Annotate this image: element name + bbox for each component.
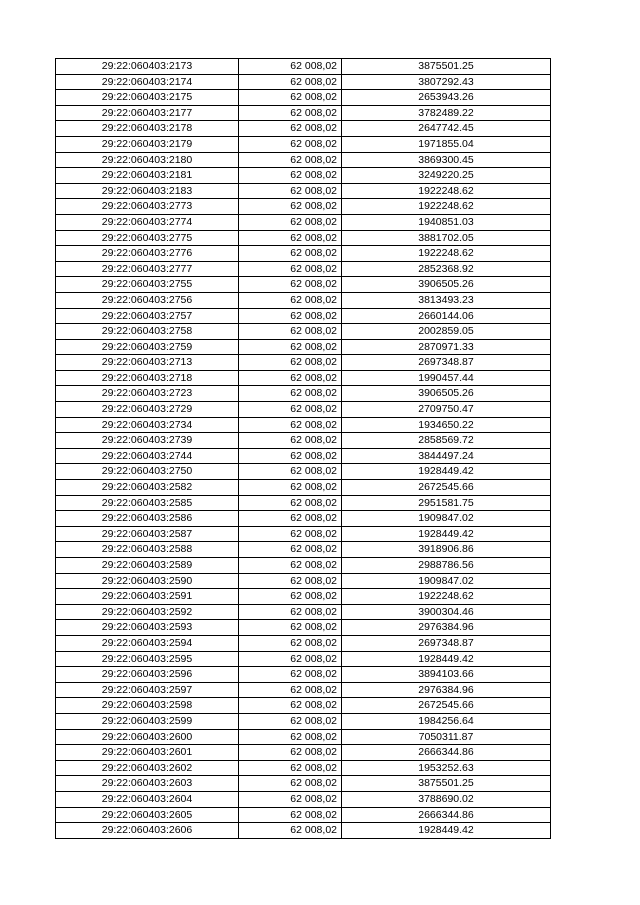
table-row <box>56 760 551 776</box>
table-row <box>56 261 551 277</box>
cadastral-number-cell: 29:22:060403:2744 <box>56 448 239 464</box>
table-row <box>56 168 551 184</box>
area-cell: 62 008,02 <box>239 620 342 636</box>
area-cell: 62 008,02 <box>239 90 342 106</box>
cadastral-value-cell: 1934650.22 <box>342 417 551 433</box>
table-row <box>56 59 551 75</box>
area-cell: 62 008,02 <box>239 698 342 714</box>
cadastral-value-cell: 3788690.02 <box>342 791 551 807</box>
cadastral-number-cell: 29:22:060403:2596 <box>56 667 239 683</box>
cadastral-number-cell: 29:22:060403:2739 <box>56 433 239 449</box>
area-cell: 62 008,02 <box>239 480 342 496</box>
area-cell: 62 008,02 <box>239 511 342 527</box>
area-cell: 62 008,02 <box>239 604 342 620</box>
cadastral-value-cell: 1928449.42 <box>342 651 551 667</box>
table-row <box>56 713 551 729</box>
cadastral-number-cell: 29:22:060403:2180 <box>56 152 239 168</box>
area-cell: 62 008,02 <box>239 168 342 184</box>
area-cell: 62 008,02 <box>239 308 342 324</box>
area-cell: 62 008,02 <box>239 370 342 386</box>
cadastral-number-cell: 29:22:060403:2175 <box>56 90 239 106</box>
cadastral-number-cell: 29:22:060403:2589 <box>56 558 239 574</box>
table-row <box>56 635 551 651</box>
table-row <box>56 152 551 168</box>
table-row <box>56 464 551 480</box>
area-cell: 62 008,02 <box>239 791 342 807</box>
cadastral-value-cell: 7050311.87 <box>342 729 551 745</box>
table-row <box>56 199 551 215</box>
cadastral-value-cell: 1953252.63 <box>342 760 551 776</box>
area-cell: 62 008,02 <box>239 355 342 371</box>
area-cell: 62 008,02 <box>239 433 342 449</box>
cadastral-value-cell: 3875501.25 <box>342 776 551 792</box>
cadastral-value-cell: 2976384.96 <box>342 620 551 636</box>
area-cell: 62 008,02 <box>239 823 342 839</box>
cadastral-value-cell: 3249220.25 <box>342 168 551 184</box>
cadastral-value-cell: 3906505.26 <box>342 386 551 402</box>
cadastral-number-cell: 29:22:060403:2758 <box>56 324 239 340</box>
cadastral-number-cell: 29:22:060403:2586 <box>56 511 239 527</box>
table-row <box>56 433 551 449</box>
area-cell: 62 008,02 <box>239 526 342 542</box>
area-cell: 62 008,02 <box>239 136 342 152</box>
cadastral-value-cell: 2697348.87 <box>342 635 551 651</box>
area-cell: 62 008,02 <box>239 59 342 75</box>
cadastral-number-cell: 29:22:060403:2181 <box>56 168 239 184</box>
cadastral-number-cell: 29:22:060403:2602 <box>56 760 239 776</box>
table-row <box>56 682 551 698</box>
area-cell: 62 008,02 <box>239 121 342 137</box>
cadastral-number-cell: 29:22:060403:2750 <box>56 464 239 480</box>
cadastral-value-cell: 1928449.42 <box>342 464 551 480</box>
table-row <box>56 324 551 340</box>
cadastral-value-table <box>55 58 551 839</box>
cadastral-number-cell: 29:22:060403:2591 <box>56 589 239 605</box>
table-row <box>56 698 551 714</box>
table-row <box>56 121 551 137</box>
cadastral-number-cell: 29:22:060403:2173 <box>56 59 239 75</box>
area-cell: 62 008,02 <box>239 729 342 745</box>
area-cell: 62 008,02 <box>239 651 342 667</box>
cadastral-number-cell: 29:22:060403:2183 <box>56 183 239 199</box>
area-cell: 62 008,02 <box>239 589 342 605</box>
cadastral-value-cell: 3807292.43 <box>342 74 551 90</box>
cadastral-value-cell: 2709750.47 <box>342 402 551 418</box>
table-row <box>56 402 551 418</box>
cadastral-value-cell: 2697348.87 <box>342 355 551 371</box>
cadastral-number-cell: 29:22:060403:2177 <box>56 105 239 121</box>
table-row <box>56 558 551 574</box>
cadastral-number-cell: 29:22:060403:2777 <box>56 261 239 277</box>
cadastral-number-cell: 29:22:060403:2598 <box>56 698 239 714</box>
area-cell: 62 008,02 <box>239 682 342 698</box>
cadastral-value-cell: 2647742.45 <box>342 121 551 137</box>
table-row <box>56 511 551 527</box>
cadastral-number-cell: 29:22:060403:2729 <box>56 402 239 418</box>
cadastral-number-cell: 29:22:060403:2587 <box>56 526 239 542</box>
area-cell: 62 008,02 <box>239 199 342 215</box>
table-row <box>56 105 551 121</box>
area-cell: 62 008,02 <box>239 74 342 90</box>
area-cell: 62 008,02 <box>239 246 342 262</box>
cadastral-value-cell: 2870971.33 <box>342 339 551 355</box>
cadastral-number-cell: 29:22:060403:2713 <box>56 355 239 371</box>
area-cell: 62 008,02 <box>239 807 342 823</box>
cadastral-value-cell: 1922248.62 <box>342 246 551 262</box>
area-cell: 62 008,02 <box>239 542 342 558</box>
area-cell: 62 008,02 <box>239 402 342 418</box>
cadastral-value-cell: 1984256.64 <box>342 713 551 729</box>
cadastral-value-cell: 1922248.62 <box>342 199 551 215</box>
table-row <box>56 776 551 792</box>
table-row <box>56 745 551 761</box>
area-cell: 62 008,02 <box>239 230 342 246</box>
area-cell: 62 008,02 <box>239 152 342 168</box>
cadastral-number-cell: 29:22:060403:2585 <box>56 495 239 511</box>
cadastral-value-cell: 2858569.72 <box>342 433 551 449</box>
table-row <box>56 807 551 823</box>
cadastral-number-cell: 29:22:060403:2595 <box>56 651 239 667</box>
cadastral-value-cell: 2660144.06 <box>342 308 551 324</box>
table-row <box>56 604 551 620</box>
cadastral-value-cell: 2653943.26 <box>342 90 551 106</box>
table-row <box>56 480 551 496</box>
table-row <box>56 667 551 683</box>
cadastral-number-cell: 29:22:060403:2603 <box>56 776 239 792</box>
area-cell: 62 008,02 <box>239 339 342 355</box>
table-row <box>56 589 551 605</box>
table-row <box>56 526 551 542</box>
area-cell: 62 008,02 <box>239 417 342 433</box>
cadastral-number-cell: 29:22:060403:2755 <box>56 277 239 293</box>
cadastral-value-cell: 2666344.86 <box>342 807 551 823</box>
cadastral-value-cell: 3900304.46 <box>342 604 551 620</box>
cadastral-number-cell: 29:22:060403:2734 <box>56 417 239 433</box>
cadastral-value-cell: 3881702.05 <box>342 230 551 246</box>
table-row <box>56 823 551 839</box>
cadastral-number-cell: 29:22:060403:2593 <box>56 620 239 636</box>
cadastral-value-cell: 2852368.92 <box>342 261 551 277</box>
cadastral-number-cell: 29:22:060403:2756 <box>56 292 239 308</box>
area-cell: 62 008,02 <box>239 105 342 121</box>
cadastral-number-cell: 29:22:060403:2605 <box>56 807 239 823</box>
cadastral-number-cell: 29:22:060403:2178 <box>56 121 239 137</box>
table-row <box>56 214 551 230</box>
area-cell: 62 008,02 <box>239 495 342 511</box>
cadastral-table-page <box>55 58 550 839</box>
area-cell: 62 008,02 <box>239 261 342 277</box>
cadastral-number-cell: 29:22:060403:2179 <box>56 136 239 152</box>
table-row <box>56 448 551 464</box>
table-row <box>56 386 551 402</box>
cadastral-value-cell: 2976384.96 <box>342 682 551 698</box>
cadastral-number-cell: 29:22:060403:2597 <box>56 682 239 698</box>
cadastral-value-cell: 1922248.62 <box>342 589 551 605</box>
table-row <box>56 791 551 807</box>
cadastral-value-cell: 1928449.42 <box>342 526 551 542</box>
table-row <box>56 74 551 90</box>
area-cell: 62 008,02 <box>239 760 342 776</box>
area-cell: 62 008,02 <box>239 448 342 464</box>
table-row <box>56 277 551 293</box>
cadastral-value-cell: 1971855.04 <box>342 136 551 152</box>
cadastral-number-cell: 29:22:060403:2582 <box>56 480 239 496</box>
area-cell: 62 008,02 <box>239 183 342 199</box>
cadastral-number-cell: 29:22:060403:2606 <box>56 823 239 839</box>
area-cell: 62 008,02 <box>239 386 342 402</box>
cadastral-number-cell: 29:22:060403:2590 <box>56 573 239 589</box>
table-row <box>56 308 551 324</box>
cadastral-number-cell: 29:22:060403:2588 <box>56 542 239 558</box>
area-cell: 62 008,02 <box>239 776 342 792</box>
table-row <box>56 729 551 745</box>
table-row <box>56 136 551 152</box>
cadastral-value-cell: 3894103.66 <box>342 667 551 683</box>
cadastral-value-cell: 1990457.44 <box>342 370 551 386</box>
cadastral-value-cell: 2672545.66 <box>342 698 551 714</box>
cadastral-value-cell: 3813493.23 <box>342 292 551 308</box>
cadastral-value-cell: 3906505.26 <box>342 277 551 293</box>
area-cell: 62 008,02 <box>239 277 342 293</box>
area-cell: 62 008,02 <box>239 214 342 230</box>
cadastral-value-cell: 2666344.86 <box>342 745 551 761</box>
area-cell: 62 008,02 <box>239 324 342 340</box>
cadastral-number-cell: 29:22:060403:2174 <box>56 74 239 90</box>
area-cell: 62 008,02 <box>239 464 342 480</box>
cadastral-value-cell: 3782489.22 <box>342 105 551 121</box>
cadastral-number-cell: 29:22:060403:2594 <box>56 635 239 651</box>
cadastral-value-cell: 3918906.86 <box>342 542 551 558</box>
cadastral-value-cell: 3869300.45 <box>342 152 551 168</box>
cadastral-number-cell: 29:22:060403:2775 <box>56 230 239 246</box>
cadastral-number-cell: 29:22:060403:2774 <box>56 214 239 230</box>
cadastral-value-cell: 1928449.42 <box>342 823 551 839</box>
cadastral-number-cell: 29:22:060403:2599 <box>56 713 239 729</box>
table-row <box>56 417 551 433</box>
cadastral-number-cell: 29:22:060403:2723 <box>56 386 239 402</box>
cadastral-value-cell: 2002859.05 <box>342 324 551 340</box>
cadastral-number-cell: 29:22:060403:2776 <box>56 246 239 262</box>
area-cell: 62 008,02 <box>239 558 342 574</box>
table-row <box>56 355 551 371</box>
table-row <box>56 542 551 558</box>
cadastral-number-cell: 29:22:060403:2592 <box>56 604 239 620</box>
table-row <box>56 246 551 262</box>
cadastral-number-cell: 29:22:060403:2600 <box>56 729 239 745</box>
cadastral-number-cell: 29:22:060403:2757 <box>56 308 239 324</box>
table-row <box>56 183 551 199</box>
table-row <box>56 90 551 106</box>
cadastral-value-cell: 2951581.75 <box>342 495 551 511</box>
cadastral-number-cell: 29:22:060403:2604 <box>56 791 239 807</box>
table-row <box>56 230 551 246</box>
cadastral-number-cell: 29:22:060403:2773 <box>56 199 239 215</box>
cadastral-value-cell: 3875501.25 <box>342 59 551 75</box>
cadastral-number-cell: 29:22:060403:2601 <box>56 745 239 761</box>
cadastral-value-cell: 1922248.62 <box>342 183 551 199</box>
area-cell: 62 008,02 <box>239 573 342 589</box>
table-row <box>56 573 551 589</box>
cadastral-number-cell: 29:22:060403:2759 <box>56 339 239 355</box>
table-row <box>56 292 551 308</box>
table-row <box>56 651 551 667</box>
area-cell: 62 008,02 <box>239 667 342 683</box>
cadastral-value-cell: 3844497.24 <box>342 448 551 464</box>
table-row <box>56 370 551 386</box>
cadastral-number-cell: 29:22:060403:2718 <box>56 370 239 386</box>
area-cell: 62 008,02 <box>239 713 342 729</box>
cadastral-value-cell: 1909847.02 <box>342 511 551 527</box>
cadastral-value-cell: 2988786.56 <box>342 558 551 574</box>
table-row <box>56 339 551 355</box>
cadastral-value-cell: 2672545.66 <box>342 480 551 496</box>
table-body <box>56 59 551 839</box>
cadastral-value-cell: 1940851.03 <box>342 214 551 230</box>
cadastral-value-cell: 1909847.02 <box>342 573 551 589</box>
area-cell: 62 008,02 <box>239 292 342 308</box>
table-row <box>56 495 551 511</box>
table-row <box>56 620 551 636</box>
area-cell: 62 008,02 <box>239 745 342 761</box>
area-cell: 62 008,02 <box>239 635 342 651</box>
